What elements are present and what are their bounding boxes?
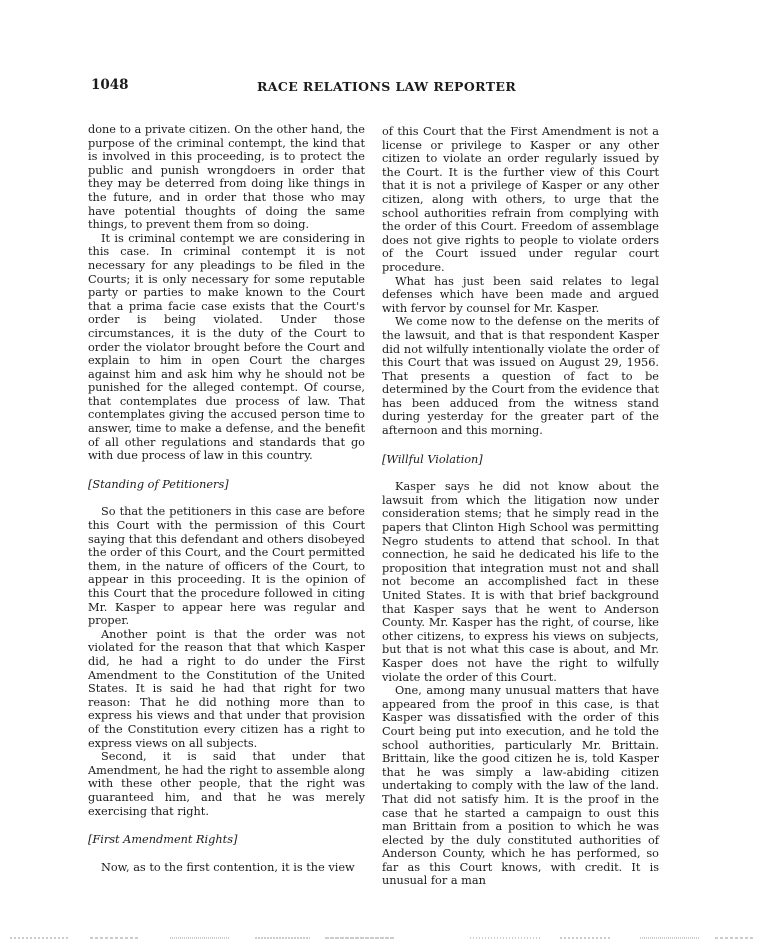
right-column (382, 125, 659, 888)
section-heading: [Willful Violation] (382, 452, 483, 466)
page-header (0, 77, 763, 97)
section-heading: [Standing of Petitioners] (88, 477, 229, 491)
paragraph: Now, as to the first contention, it is the view (101, 860, 355, 874)
paragraph: What has just been said relates to legal defenses which have been made and argued with fervor by counsel for Mr. Kasper. (382, 274, 659, 315)
paragraph: It is criminal contempt we are considering in this case. In criminal contempt it is not necessary for any pleadings to be filed in the Courts; it is only necessary for some reputable party or parties to make known to the Court that a prima facie case exists that the Court's order is being violated. Under those circumstances, it is the duty of the Court to order the violator brought before the Court and explain to him in open Court the charges against him and ask him why he should not be punished for the alleged contempt. Of course, that contemplates due process of law. That contemplates giving the accused person time to answer, time to make a defense, and the benefit of all other regulations and standards that go with due process of law in this country. (88, 231, 365, 463)
left-column (88, 123, 365, 874)
paragraph: One, among many unusual matters that have appeared from the proof in this case, is that Kasper was dissatisfied with the order of this Court being put into execution, and he told the school authorities, particularly Mr. Brittain. Brittain, like the good citizen he is, told Kasper that he was simply a law-abiding citizen undertaking to comply with the law of the land. That did not satisfy him. It is the proof in the case that he started a campaign to oust this man Brittain from a position to which he was elected by the duly constituted authorities of Anderson County, which he has performed, so far as this Court knows, with credit. It is unusual for a man (382, 684, 659, 888)
running-title: RACE RELATIONS LAW REPORTER (257, 79, 517, 94)
paragraph: done to a private citizen. On the other hand, the purpose of the criminal contempt, the kind that is involved in this proceeding, is to protect the public and punish wrongdoers in order that they may be deterred from doing like things in the future, and in order that those who may have potential thoughts of doing the same things, to prevent them from so doing. (88, 123, 365, 232)
paragraph: Another point is that the order was not violated for the reason that that which Kasper did, he had a right to do under the First Amendment to the Constitution of the United States. It is said he had that right for two reason: That he did nothing more than to express his views and that under that provision of the Constitution every citizen has a right to express views on all subjects. (88, 627, 365, 750)
paragraph: Kasper says he did not know about the lawsuit from which the litigation now under consideration stems; that he simply read in the papers that Clinton High School was permitting Negro students to attend that school. In that connection, he said he dedicated his life to the proposition that integration must not and shall not become an accomplished fact in these United States. It is with that brief background that Kasper says that he went to Anderson County. Mr. Kasper has the right, of course, like other citizens, to express his views on subjects, but that is not what this case is about, and Mr. Kasper does not have the right to wilfully violate the order of this Court. (382, 480, 659, 684)
page-number: 1048 (91, 77, 129, 93)
section-heading: [First Amendment Rights] (88, 833, 238, 847)
paragraph: So that the petitioners in this case are before this Court with the permission of this Court saying that this defendant and others disobeyed the order of this Court, and the Court permitted them, in the nature of officers of the Court, to appear in this proceeding. It is the opinion of this Court that the procedure followed in citing Mr. Kasper to appear here was regular and proper. (88, 505, 365, 628)
paragraph: Second, it is said that under that Amendment, he had the right to assemble along with these other people, that the right was guaranteed him, and that he was merely exercising that right. (88, 750, 365, 818)
paragraph: of this Court that the First Amendment is not a license or privilege to Kasper or any other citizen to violate an order regularly issued by the Court. It is the further view of this Court that it is not a privilege of Kasper or any other citizen, along with others, to urge that the school authorities refrain from complying with the order of this Court. Freedom of assemblage does not give rights to people to violate orders of the Court issued under regular court procedure. (382, 125, 659, 274)
scan-edge-artifact (0, 935, 763, 941)
paragraph: We come now to the defense on the merits of the lawsuit, and that is that respondent Kasper did not wilfully intentionally violate the order of this Court that was issued on August 29, 1956. That presents a question of fact to be determined by the Court from the evidence that has been adduced from the witness stand during yesterday for the greater part of the afternoon and this morning. (382, 315, 659, 438)
